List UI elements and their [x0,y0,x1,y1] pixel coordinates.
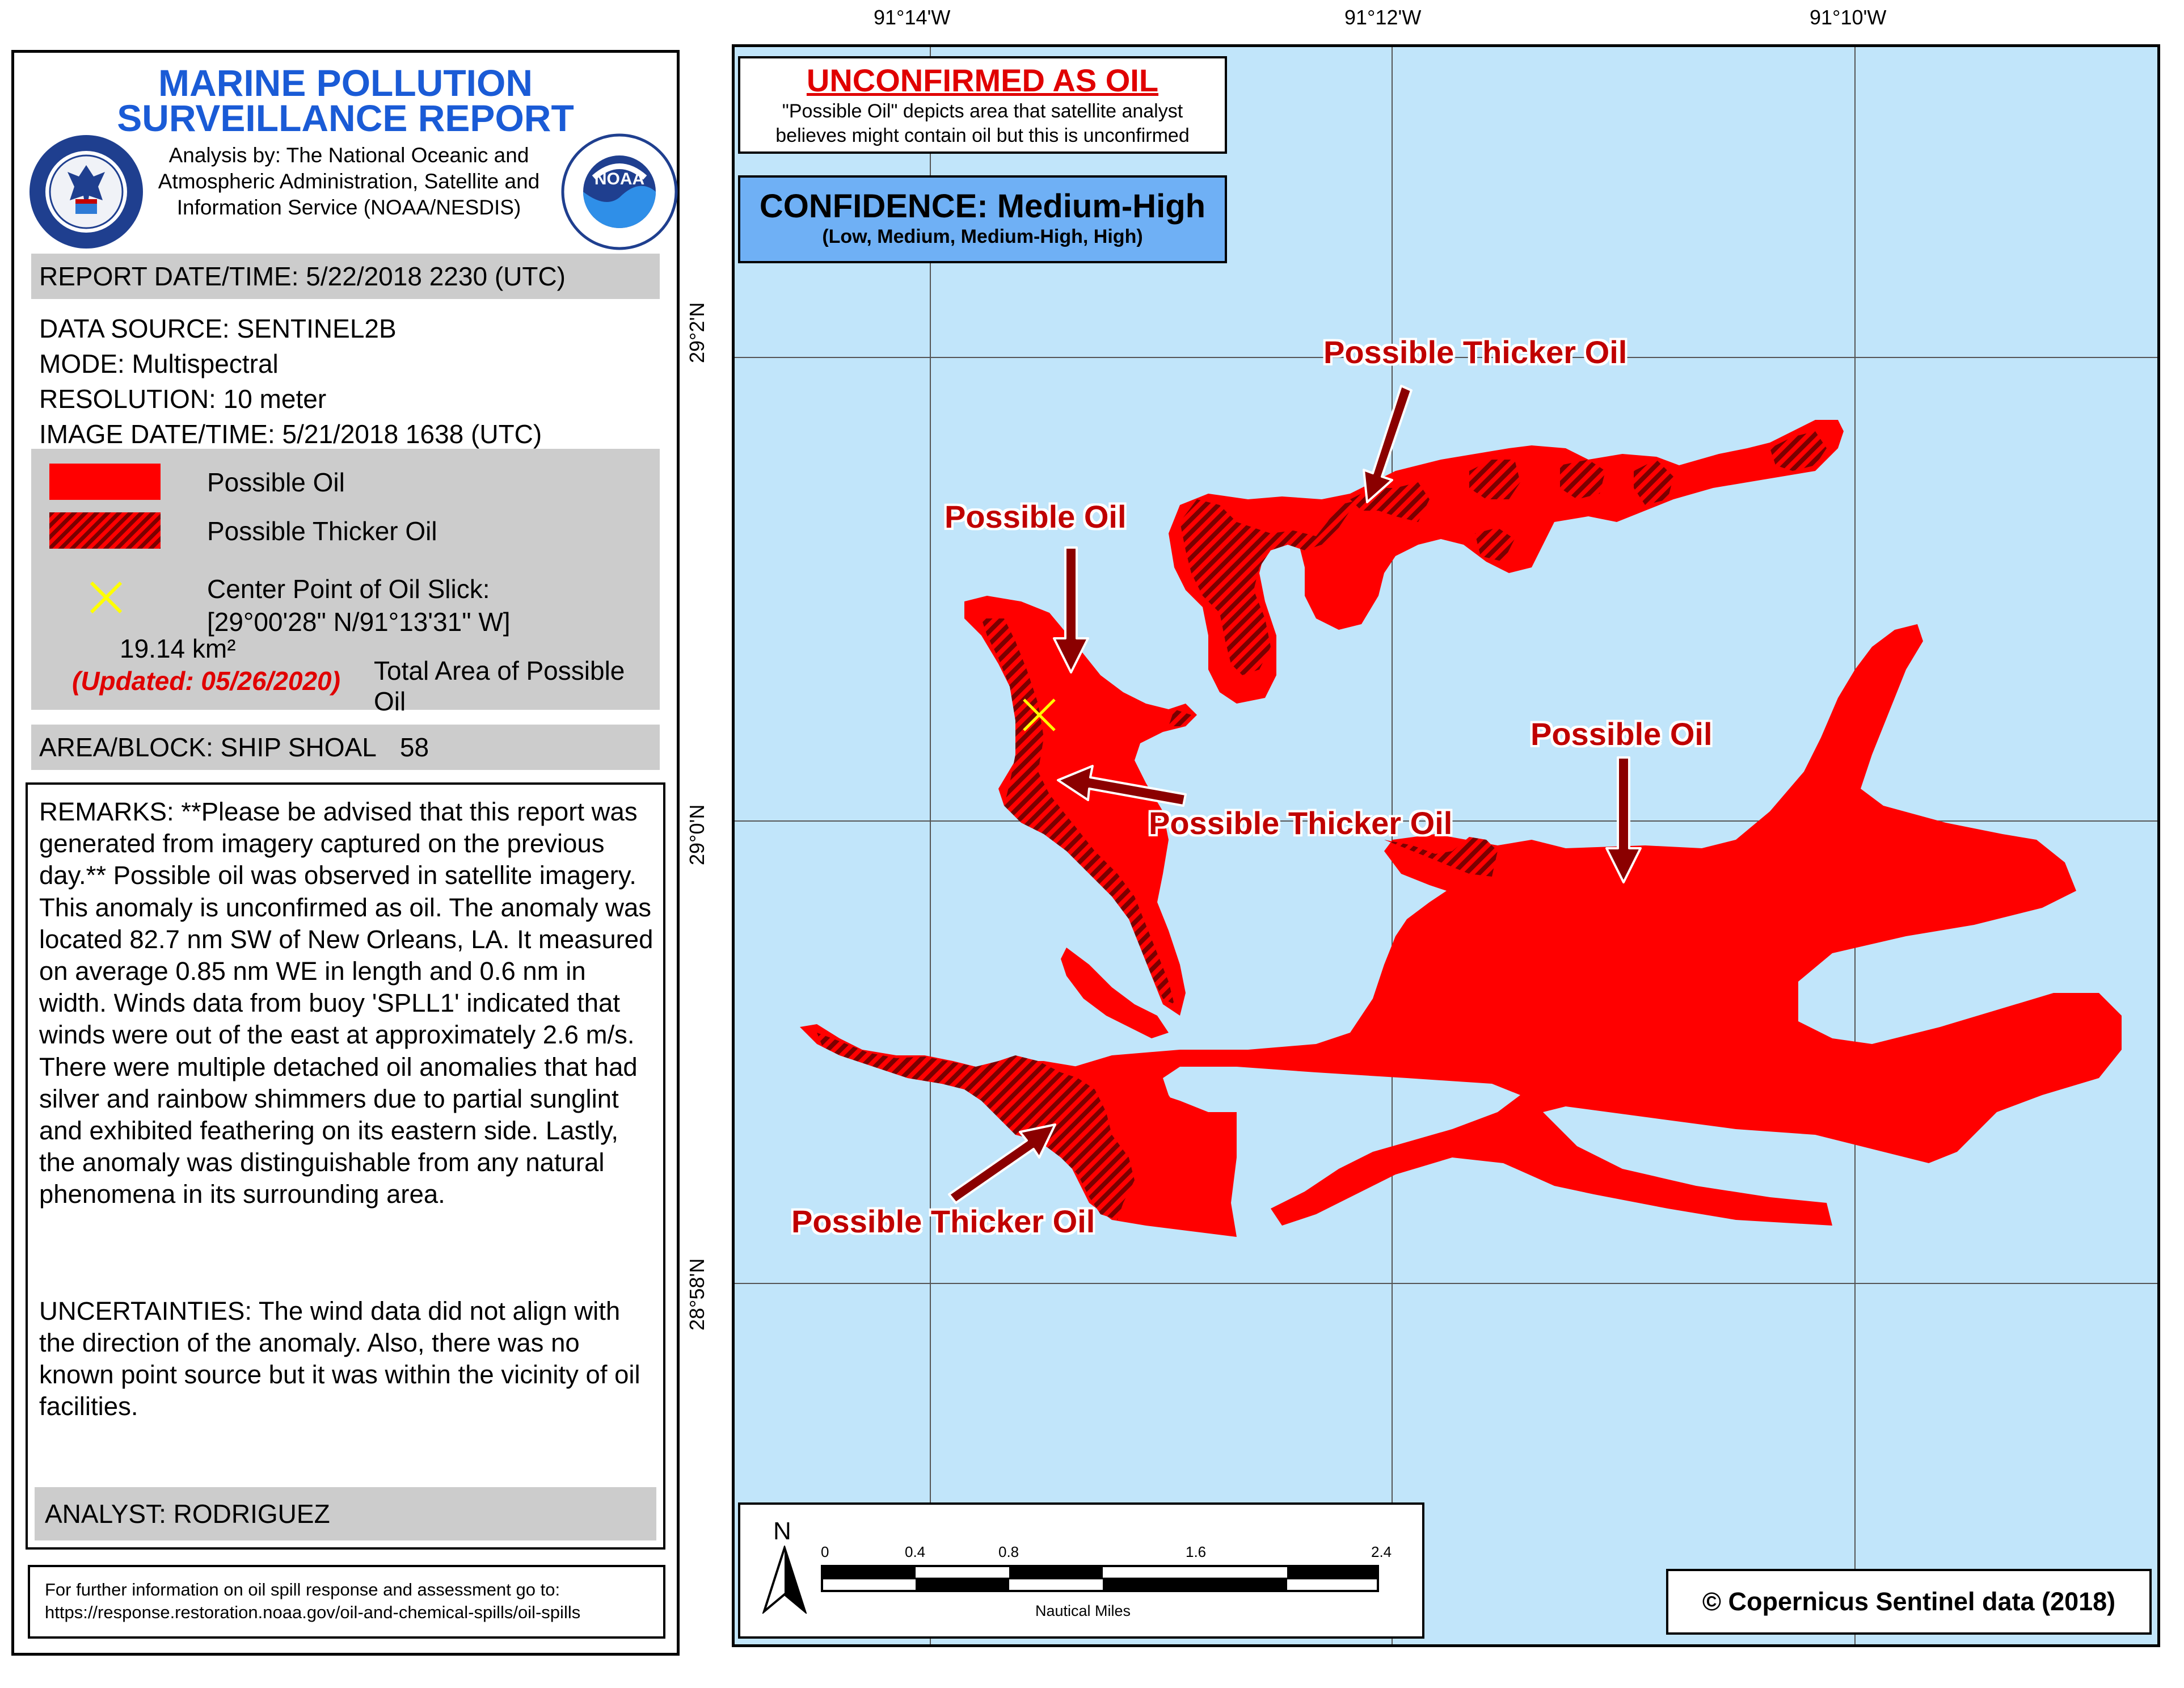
further-info-line1: For further information on oil spill response and assessment go to: [45,1580,560,1599]
lon-tick-3: 91°10'W [1810,6,1887,29]
resolution: RESOLUTION: 10 meter [39,384,327,414]
legend-thicker-oil-label: Possible Thicker Oil [207,516,437,546]
report-date-time: REPORT DATE/TIME: 5/22/2018 2230 (UTC) [31,254,660,299]
lon-tick-2: 91°12'W [1344,6,1422,29]
legend-center-point-icon [88,579,124,616]
report-title-line2: SURVEILLANCE REPORT [117,97,574,139]
lat-tick-3: 28°58'N [685,1258,709,1331]
area-value: 19.14 km² [120,634,236,663]
scale-label-0: 0 [821,1543,829,1560]
doc-seal-logo [27,132,146,251]
legend-thicker-oil-swatch [49,512,161,549]
area-block [31,725,660,770]
analysis-credit [145,142,553,221]
confidence-scale: (Low, Medium, Medium-High, High) [822,226,1143,247]
map-frame[interactable] [732,44,2160,1647]
callout-thicker-middle: Possible Thicker Oil [1149,805,1453,841]
analysis-line-1: Analysis by: The National Oceanic and [168,144,529,167]
callout-thicker-top: Possible Thicker Oil [1323,334,1628,370]
scale-bar [821,1565,1388,1593]
remarks-box [26,782,665,1550]
north-arrow-icon [762,1546,807,1614]
lat-tick-1: 29°2'N [685,302,709,363]
thicker-oil-bottom [817,1033,1135,1220]
total-area-label: Total Area of Possible Oil [374,656,625,716]
further-info-url[interactable]: https://response.restoration.noaa.gov/oil-and-chemical-spills/oil-spills [45,1602,581,1622]
lat-tick-2: 29°0'N [685,804,709,865]
data-source: DATA SOURCE: SENTINEL2B [39,314,397,343]
mode: MODE: Multispectral [39,349,279,378]
unconfirmed-line1: "Possible Oil" depicts area that satellite analyst [782,100,1183,122]
map-canvas[interactable] [732,44,2160,1647]
lon-tick-1: 91°14'W [874,6,951,29]
callout-oil-right: Possible Oil [1531,716,1713,752]
copyright: © Copernicus Sentinel data (2018) [1666,1569,2152,1635]
scale-label-1-6: 1.6 [1186,1543,1207,1560]
report-details [39,311,542,452]
analysis-line-2: Atmospheric Administration, Satellite and [158,170,540,193]
arrow-thicker-bottom [949,1125,1055,1203]
confidence-level: CONFIDENCE: Medium-High [759,188,1206,225]
callout-oil-left: Possible Oil [945,499,1127,534]
legend [31,449,660,716]
analysis-line-3: Information Service (NOAA/NESDIS) [176,196,521,219]
legend-oil-swatch [49,464,161,500]
noaa-seal-text: NOAA [594,170,645,188]
updated-date: (Updated: 05/26/2020) [72,666,340,696]
scale-units: Nautical Miles [1035,1602,1131,1619]
scalebar-box [738,1502,1424,1639]
image-date-time: IMAGE DATE/TIME: 5/21/2018 1638 (UTC) [39,419,542,449]
confidence-box [738,175,1227,263]
unconfirmed-box [738,56,1227,154]
area-block-number: 58 [399,733,429,762]
center-point-label: Center Point of Oil Slick: [207,574,490,604]
report-panel [11,50,680,1656]
center-point-coords: [29°00'28" N/91°13'31" W] [207,607,511,637]
further-info-box [28,1565,665,1639]
report-title-line1: MARINE POLLUTION [158,62,533,104]
unconfirmed-line2: believes might contain oil but this is unconfirmed [775,125,1190,146]
north-label: N [773,1517,791,1545]
scale-label-2-4: 2.4 [1371,1543,1392,1560]
unconfirmed-title: UNCONFIRMED AS OIL [806,62,1159,98]
scale-label-0-4: 0.4 [905,1543,926,1560]
analyst: ANALYST: RODRIGUEZ [35,1487,656,1540]
area-block-label: AREA/BLOCK: SHIP SHOAL [39,733,376,762]
uncertainties-text: UNCERTAINTIES: The wind data did not align with the direction of the anomaly. Also, there was no known point source but it was within the vicinity of oil facilities. [39,1296,640,1421]
noaa-seal-logo [560,132,679,251]
legend-oil-label: Possible Oil [207,468,345,497]
legend-center-point [207,573,511,638]
remarks-text: REMARKS: **Please be advised that this report was generated from imagery captured on the previous day.** Possible oil was observed in satellite imagery. This anomaly is unconfirmed as oil. The anomaly was located 82.7 nm SW of New Orleans, LA. It measured on average 0.85 nm WE in length and 0.6 nm in width. Winds data from buoy 'SPLL1' indicated that winds were out of the east at approximately 2.6 m/s. There were multiple detached oil anomalies that had silver and rainbow shimmers due to partial sunglint and exhibited feathering on its eastern side. Lastly, the anomaly was distinguishable from any natural phenomena in its surrounding area. [39,797,653,1209]
callout-thicker-bottom: Possible Thicker Oil [791,1203,1095,1239]
scale-label-0-8: 0.8 [998,1543,1019,1560]
